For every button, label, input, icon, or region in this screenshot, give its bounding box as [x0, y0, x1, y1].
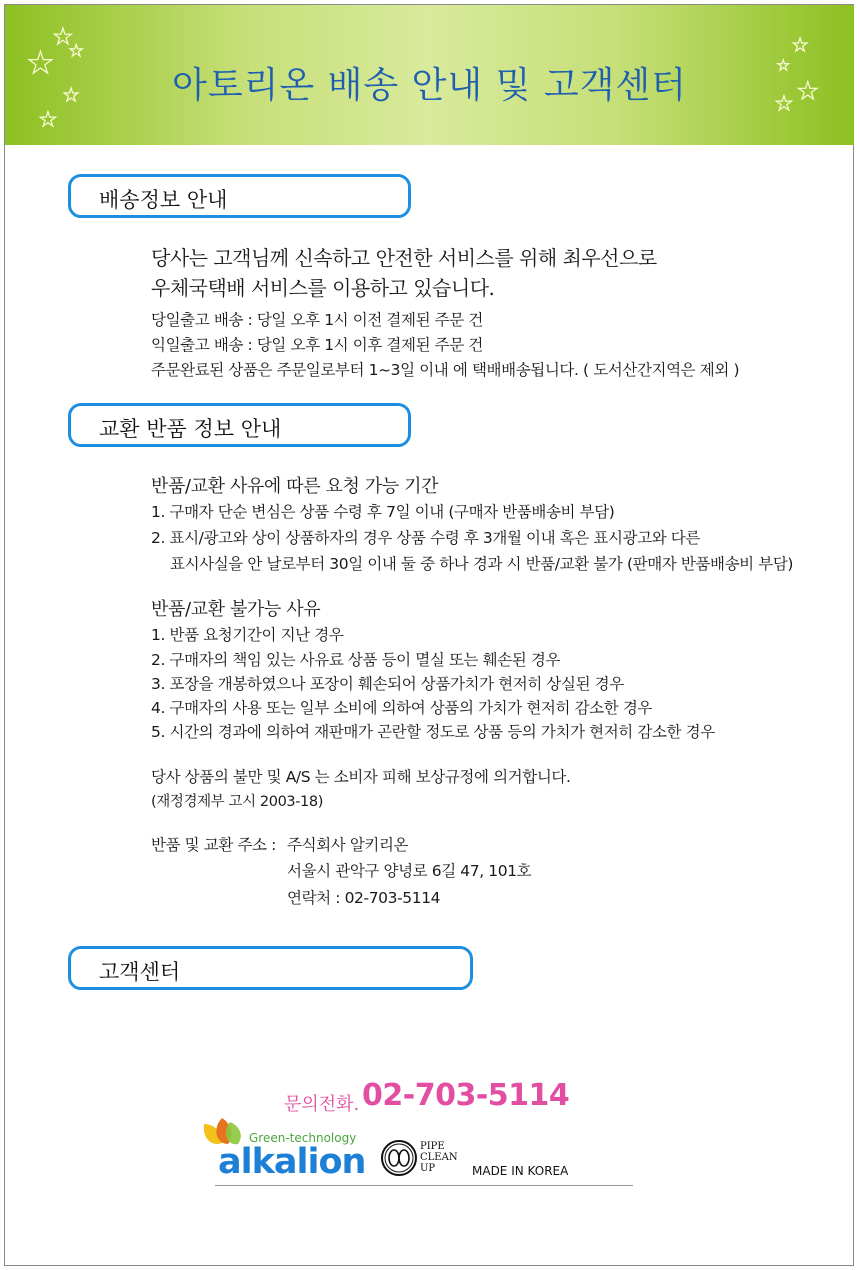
brand-logo: alkalion — [218, 1142, 366, 1182]
returns-address-line: 연락처 : 02-703-5114 — [287, 889, 441, 907]
returns-period-item: 1. 구매자 단순 변심은 상품 수령 후 7일 이내 (구매자 반품배송비 부담) — [151, 503, 615, 521]
returns-no-title: 반품/교환 불가능 사유 — [151, 599, 321, 620]
returns-no-item: 4. 구매자의 사용 또는 일부 소비에 의하여 상품의 가치가 현저히 감소한 경우 — [151, 699, 652, 717]
star-icon: ★ — [777, 58, 790, 74]
shipping-intro-line: 우체국택배 서비스를 이용하고 있습니다. — [151, 276, 495, 300]
star-icon: ★ — [797, 77, 819, 105]
brand-subtitle: Green-technology — [249, 1131, 357, 1145]
pipe-clean-up-icon — [379, 1138, 419, 1178]
returns-address-label: 반품 및 교환 주소 : — [151, 836, 276, 854]
returns-no-item: 2. 구매자의 책임 있는 사유료 상품 등이 멸실 또는 훼손된 경우 — [151, 651, 561, 669]
star-icon: ★ — [63, 85, 80, 106]
returns-note: (재정경제부 고시 2003-18) — [151, 794, 323, 810]
returns-address-line: 주식회사 알키리온 — [287, 836, 409, 854]
star-icon: ★ — [69, 41, 84, 60]
section-title: 고객센터 — [99, 960, 181, 984]
star-icon: ★ — [27, 46, 54, 81]
section-title: 배송정보 안내 — [99, 188, 228, 212]
returns-period-item: 2. 표시/광고와 상이 상품하자의 경우 상품 수령 후 3개월 이내 혹은 표시광고와 다른 — [151, 529, 700, 547]
returns-period-item: 표시사실을 안 날로부터 30일 이내 둘 중 하나 경과 시 반품/교환 불가 (판매자 반품배송비 부담) — [170, 555, 794, 573]
shipping-intro-line: 당사는 고객님께 신속하고 안전한 서비스를 위해 최우선으로 — [151, 246, 657, 270]
returns-no-item: 5. 시간의 경과에 의하여 재판매가 곤란할 정도로 상품 등의 가치가 현저히 감소한 경우 — [151, 723, 715, 741]
star-icon: ★ — [775, 91, 793, 115]
section-title: 교환 반품 정보 안내 — [99, 417, 282, 441]
section-header-shipping — [68, 174, 411, 218]
star-icon: ★ — [792, 35, 809, 56]
phone-number[interactable]: 02-703-5114 — [362, 1078, 570, 1113]
star-icon: ★ — [53, 25, 73, 50]
section-header-support — [68, 946, 473, 990]
shipping-detail-line: 당일출고 배송 : 당일 오후 1시 이전 결제된 주문 건 — [151, 311, 483, 329]
shipping-detail-line: 주문완료된 상품은 주문일로부터 1~3일 이내 에 택배배송됩니다. ( 도서산간지역은 제외 ) — [151, 361, 740, 379]
divider — [215, 1185, 633, 1186]
made-in-korea: MADE IN KOREA — [472, 1164, 569, 1178]
returns-no-item: 3. 포장을 개봉하였으나 포장이 훼손되어 상품가치가 현저히 상실된 경우 — [151, 675, 624, 693]
returns-period-title: 반품/교환 사유에 따른 요청 가능 기간 — [151, 476, 439, 497]
header-banner — [5, 5, 854, 145]
phone-label: 문의전화. — [284, 1094, 360, 1115]
returns-no-item: 1. 반품 요청기간이 지난 경우 — [151, 626, 344, 644]
returns-note: 당사 상품의 불만 및 A/S 는 소비자 피해 보상규정에 의거합니다. — [151, 768, 571, 786]
star-icon: ★ — [39, 107, 57, 131]
shipping-detail-line: 익일출고 배송 : 당일 오후 1시 이후 결제된 주문 건 — [151, 336, 483, 354]
pipe-clean-up-label: PIPE CLEAN UP — [420, 1141, 458, 1174]
page-title: 아토리온 배송 안내 및 고객센터 — [172, 65, 687, 106]
returns-address-line: 서울시 관악구 양녕로 6길 47, 101호 — [287, 862, 532, 880]
section-header-returns — [68, 403, 411, 447]
